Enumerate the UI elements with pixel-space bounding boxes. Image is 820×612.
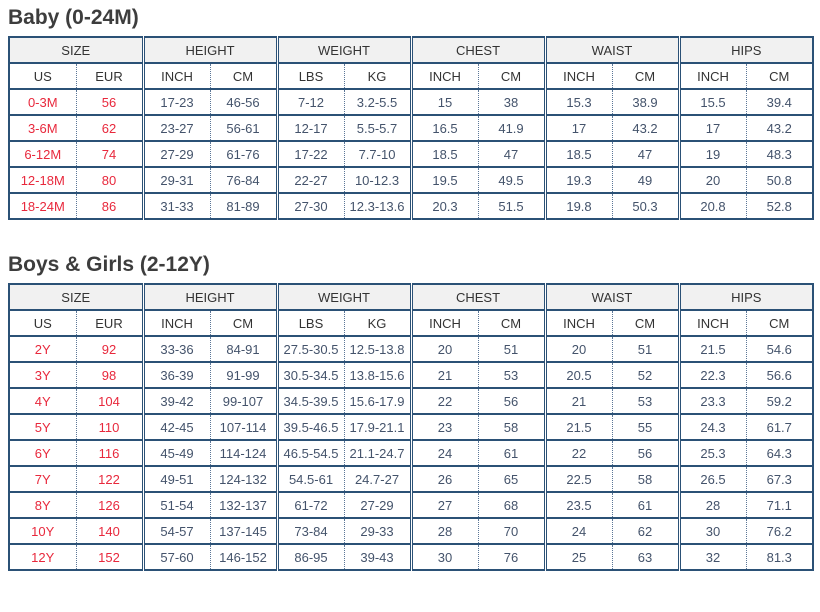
measurement-cell: 39.5-46.5: [277, 414, 344, 440]
unit-header: CM: [210, 63, 277, 89]
unit-header: INCH: [411, 310, 478, 336]
size-cell: 126: [76, 492, 143, 518]
measurement-cell: 26: [411, 466, 478, 492]
measurement-cell: 27: [411, 492, 478, 518]
measurement-cell: 24.7-27: [344, 466, 411, 492]
kids-size-table: [8, 283, 814, 571]
measurement-cell: 53: [612, 388, 679, 414]
measurement-cell: 51: [478, 336, 545, 362]
unit-header: INCH: [143, 63, 210, 89]
unit-header: CM: [746, 310, 813, 336]
measurement-cell: 43.2: [612, 115, 679, 141]
measurement-cell: 49.5: [478, 167, 545, 193]
measurement-cell: 22: [411, 388, 478, 414]
measurement-cell: 46.5-54.5: [277, 440, 344, 466]
size-cell: 5Y: [9, 414, 76, 440]
group-header-size: SIZE: [9, 284, 143, 310]
measurement-cell: 12.3-13.6: [344, 193, 411, 219]
measurement-cell: 63: [612, 544, 679, 570]
measurement-cell: 13.8-15.6: [344, 362, 411, 388]
table-row: [9, 492, 813, 518]
measurement-cell: 21.1-24.7: [344, 440, 411, 466]
size-cell: 12Y: [9, 544, 76, 570]
size-cell: 6Y: [9, 440, 76, 466]
measurement-cell: 56.6: [746, 362, 813, 388]
measurement-cell: 65: [478, 466, 545, 492]
measurement-cell: 21.5: [545, 414, 612, 440]
measurement-cell: 38: [478, 89, 545, 115]
measurement-cell: 58: [478, 414, 545, 440]
measurement-cell: 24: [411, 440, 478, 466]
measurement-cell: 59.2: [746, 388, 813, 414]
measurement-cell: 50.3: [612, 193, 679, 219]
measurement-cell: 3.2-5.5: [344, 89, 411, 115]
size-cell: 18-24M: [9, 193, 76, 219]
size-cell: 7Y: [9, 466, 76, 492]
measurement-cell: 19.3: [545, 167, 612, 193]
measurement-cell: 52.8: [746, 193, 813, 219]
size-cell: 3-6M: [9, 115, 76, 141]
table-row: [9, 414, 813, 440]
group-header-hips: HIPS: [679, 284, 813, 310]
table-row: [9, 167, 813, 193]
measurement-cell: 36-39: [143, 362, 210, 388]
measurement-cell: 27.5-30.5: [277, 336, 344, 362]
unit-header: CM: [478, 63, 545, 89]
measurement-cell: 19.5: [411, 167, 478, 193]
measurement-cell: 81.3: [746, 544, 813, 570]
measurement-cell: 45-49: [143, 440, 210, 466]
measurement-cell: 76: [478, 544, 545, 570]
measurement-cell: 43.2: [746, 115, 813, 141]
unit-header: EUR: [76, 63, 143, 89]
measurement-cell: 39-42: [143, 388, 210, 414]
measurement-cell: 64.3: [746, 440, 813, 466]
measurement-cell: 29-31: [143, 167, 210, 193]
measurement-cell: 26.5: [679, 466, 746, 492]
measurement-cell: 49-51: [143, 466, 210, 492]
measurement-cell: 47: [478, 141, 545, 167]
table-row: [9, 115, 813, 141]
kids-table-title: Boys & Girls (2-12Y): [8, 253, 210, 276]
measurement-cell: 20.8: [679, 193, 746, 219]
measurement-cell: 32: [679, 544, 746, 570]
unit-header: KG: [344, 310, 411, 336]
measurement-cell: 33-36: [143, 336, 210, 362]
measurement-cell: 16.5: [411, 115, 478, 141]
measurement-cell: 50.8: [746, 167, 813, 193]
measurement-cell: 73-84: [277, 518, 344, 544]
size-cell: 140: [76, 518, 143, 544]
measurement-cell: 27-30: [277, 193, 344, 219]
measurement-cell: 67.3: [746, 466, 813, 492]
measurement-cell: 15.5: [679, 89, 746, 115]
measurement-cell: 17-22: [277, 141, 344, 167]
measurement-cell: 7-12: [277, 89, 344, 115]
measurement-cell: 54-57: [143, 518, 210, 544]
unit-header-row: [9, 310, 813, 336]
measurement-cell: 17: [545, 115, 612, 141]
measurement-cell: 114-124: [210, 440, 277, 466]
measurement-cell: 22-27: [277, 167, 344, 193]
size-cell: 2Y: [9, 336, 76, 362]
measurement-cell: 20: [679, 167, 746, 193]
measurement-cell: 81-89: [210, 193, 277, 219]
measurement-cell: 39-43: [344, 544, 411, 570]
unit-header-row: [9, 63, 813, 89]
unit-header: CM: [612, 63, 679, 89]
measurement-cell: 61-76: [210, 141, 277, 167]
size-cell: 4Y: [9, 388, 76, 414]
measurement-cell: 10-12.3: [344, 167, 411, 193]
measurement-cell: 23-27: [143, 115, 210, 141]
measurement-cell: 56: [612, 440, 679, 466]
measurement-cell: 55: [612, 414, 679, 440]
measurement-cell: 15.3: [545, 89, 612, 115]
unit-header: INCH: [545, 63, 612, 89]
measurement-cell: 61.7: [746, 414, 813, 440]
table-row: [9, 89, 813, 115]
unit-header: INCH: [143, 310, 210, 336]
measurement-cell: 17.9-21.1: [344, 414, 411, 440]
measurement-cell: 86-95: [277, 544, 344, 570]
measurement-cell: 54.5-61: [277, 466, 344, 492]
size-cell: 110: [76, 414, 143, 440]
unit-header: US: [9, 63, 76, 89]
measurement-cell: 30: [679, 518, 746, 544]
measurement-cell: 25.3: [679, 440, 746, 466]
measurement-cell: 31-33: [143, 193, 210, 219]
unit-header: CM: [746, 63, 813, 89]
measurement-cell: 15: [411, 89, 478, 115]
measurement-cell: 23.5: [545, 492, 612, 518]
group-header-height: HEIGHT: [143, 284, 277, 310]
measurement-cell: 76.2: [746, 518, 813, 544]
measurement-cell: 51.5: [478, 193, 545, 219]
group-header-chest: CHEST: [411, 284, 545, 310]
unit-header: LBS: [277, 310, 344, 336]
size-cell: 80: [76, 167, 143, 193]
size-cell: 8Y: [9, 492, 76, 518]
measurement-cell: 53: [478, 362, 545, 388]
group-header-row: [9, 284, 813, 310]
unit-header: EUR: [76, 310, 143, 336]
size-cell: 104: [76, 388, 143, 414]
size-cell: 92: [76, 336, 143, 362]
measurement-cell: 52: [612, 362, 679, 388]
measurement-cell: 24: [545, 518, 612, 544]
measurement-cell: 146-152: [210, 544, 277, 570]
measurement-cell: 62: [612, 518, 679, 544]
measurement-cell: 71.1: [746, 492, 813, 518]
measurement-cell: 20: [411, 336, 478, 362]
measurement-cell: 23: [411, 414, 478, 440]
measurement-cell: 17: [679, 115, 746, 141]
measurement-cell: 12-17: [277, 115, 344, 141]
measurement-cell: 19: [679, 141, 746, 167]
measurement-cell: 46-56: [210, 89, 277, 115]
measurement-cell: 38.9: [612, 89, 679, 115]
measurement-cell: 56: [478, 388, 545, 414]
measurement-cell: 27-29: [344, 492, 411, 518]
size-cell: 10Y: [9, 518, 76, 544]
measurement-cell: 48.3: [746, 141, 813, 167]
measurement-cell: 91-99: [210, 362, 277, 388]
measurement-cell: 25: [545, 544, 612, 570]
measurement-cell: 28: [679, 492, 746, 518]
unit-header: CM: [478, 310, 545, 336]
kids-size-section: [8, 253, 814, 571]
size-cell: 6-12M: [9, 141, 76, 167]
measurement-cell: 57-60: [143, 544, 210, 570]
measurement-cell: 51: [612, 336, 679, 362]
measurement-cell: 30.5-34.5: [277, 362, 344, 388]
measurement-cell: 137-145: [210, 518, 277, 544]
measurement-cell: 124-132: [210, 466, 277, 492]
measurement-cell: 19.8: [545, 193, 612, 219]
table-row: [9, 544, 813, 570]
table-row: [9, 466, 813, 492]
measurement-cell: 7.7-10: [344, 141, 411, 167]
measurement-cell: 18.5: [545, 141, 612, 167]
measurement-cell: 22: [545, 440, 612, 466]
unit-header: KG: [344, 63, 411, 89]
measurement-cell: 21.5: [679, 336, 746, 362]
measurement-cell: 24.3: [679, 414, 746, 440]
baby-size-section: [8, 6, 814, 220]
group-header-waist: WAIST: [545, 284, 679, 310]
measurement-cell: 28: [411, 518, 478, 544]
unit-header: INCH: [411, 63, 478, 89]
group-header-height: HEIGHT: [143, 37, 277, 63]
measurement-cell: 68: [478, 492, 545, 518]
table-row: [9, 518, 813, 544]
measurement-cell: 20.5: [545, 362, 612, 388]
group-header-chest: CHEST: [411, 37, 545, 63]
measurement-cell: 22.3: [679, 362, 746, 388]
size-cell: 0-3M: [9, 89, 76, 115]
size-cell: 56: [76, 89, 143, 115]
unit-header: INCH: [679, 63, 746, 89]
unit-header: LBS: [277, 63, 344, 89]
group-header-size: SIZE: [9, 37, 143, 63]
size-cell: 12-18M: [9, 167, 76, 193]
baby-table-title: Baby (0-24M): [8, 6, 139, 29]
table-row: [9, 388, 813, 414]
group-header-hips: HIPS: [679, 37, 813, 63]
measurement-cell: 61: [478, 440, 545, 466]
measurement-cell: 12.5-13.8: [344, 336, 411, 362]
size-cell: 122: [76, 466, 143, 492]
unit-header: CM: [210, 310, 277, 336]
measurement-cell: 107-114: [210, 414, 277, 440]
measurement-cell: 76-84: [210, 167, 277, 193]
measurement-cell: 58: [612, 466, 679, 492]
table-row: [9, 362, 813, 388]
group-header-weight: WEIGHT: [277, 37, 411, 63]
unit-header: INCH: [545, 310, 612, 336]
measurement-cell: 30: [411, 544, 478, 570]
table-row: [9, 193, 813, 219]
measurement-cell: 99-107: [210, 388, 277, 414]
size-cell: 86: [76, 193, 143, 219]
measurement-cell: 41.9: [478, 115, 545, 141]
size-cell: 74: [76, 141, 143, 167]
table-row: [9, 336, 813, 362]
measurement-cell: 17-23: [143, 89, 210, 115]
measurement-cell: 21: [545, 388, 612, 414]
size-cell: 62: [76, 115, 143, 141]
measurement-cell: 23.3: [679, 388, 746, 414]
measurement-cell: 61-72: [277, 492, 344, 518]
measurement-cell: 39.4: [746, 89, 813, 115]
table-row: [9, 141, 813, 167]
unit-header: CM: [612, 310, 679, 336]
measurement-cell: 22.5: [545, 466, 612, 492]
unit-header: INCH: [679, 310, 746, 336]
group-header-row: [9, 37, 813, 63]
measurement-cell: 47: [612, 141, 679, 167]
measurement-cell: 20: [545, 336, 612, 362]
size-cell: 3Y: [9, 362, 76, 388]
measurement-cell: 18.5: [411, 141, 478, 167]
size-cell: 152: [76, 544, 143, 570]
measurement-cell: 42-45: [143, 414, 210, 440]
measurement-cell: 15.6-17.9: [344, 388, 411, 414]
table-row: [9, 440, 813, 466]
size-cell: 98: [76, 362, 143, 388]
measurement-cell: 27-29: [143, 141, 210, 167]
measurement-cell: 54.6: [746, 336, 813, 362]
measurement-cell: 21: [411, 362, 478, 388]
unit-header: US: [9, 310, 76, 336]
measurement-cell: 84-91: [210, 336, 277, 362]
measurement-cell: 29-33: [344, 518, 411, 544]
measurement-cell: 51-54: [143, 492, 210, 518]
measurement-cell: 132-137: [210, 492, 277, 518]
measurement-cell: 49: [612, 167, 679, 193]
measurement-cell: 34.5-39.5: [277, 388, 344, 414]
measurement-cell: 70: [478, 518, 545, 544]
measurement-cell: 56-61: [210, 115, 277, 141]
group-header-weight: WEIGHT: [277, 284, 411, 310]
size-cell: 116: [76, 440, 143, 466]
baby-size-table: [8, 36, 814, 220]
measurement-cell: 61: [612, 492, 679, 518]
measurement-cell: 20.3: [411, 193, 478, 219]
measurement-cell: 5.5-5.7: [344, 115, 411, 141]
group-header-waist: WAIST: [545, 37, 679, 63]
